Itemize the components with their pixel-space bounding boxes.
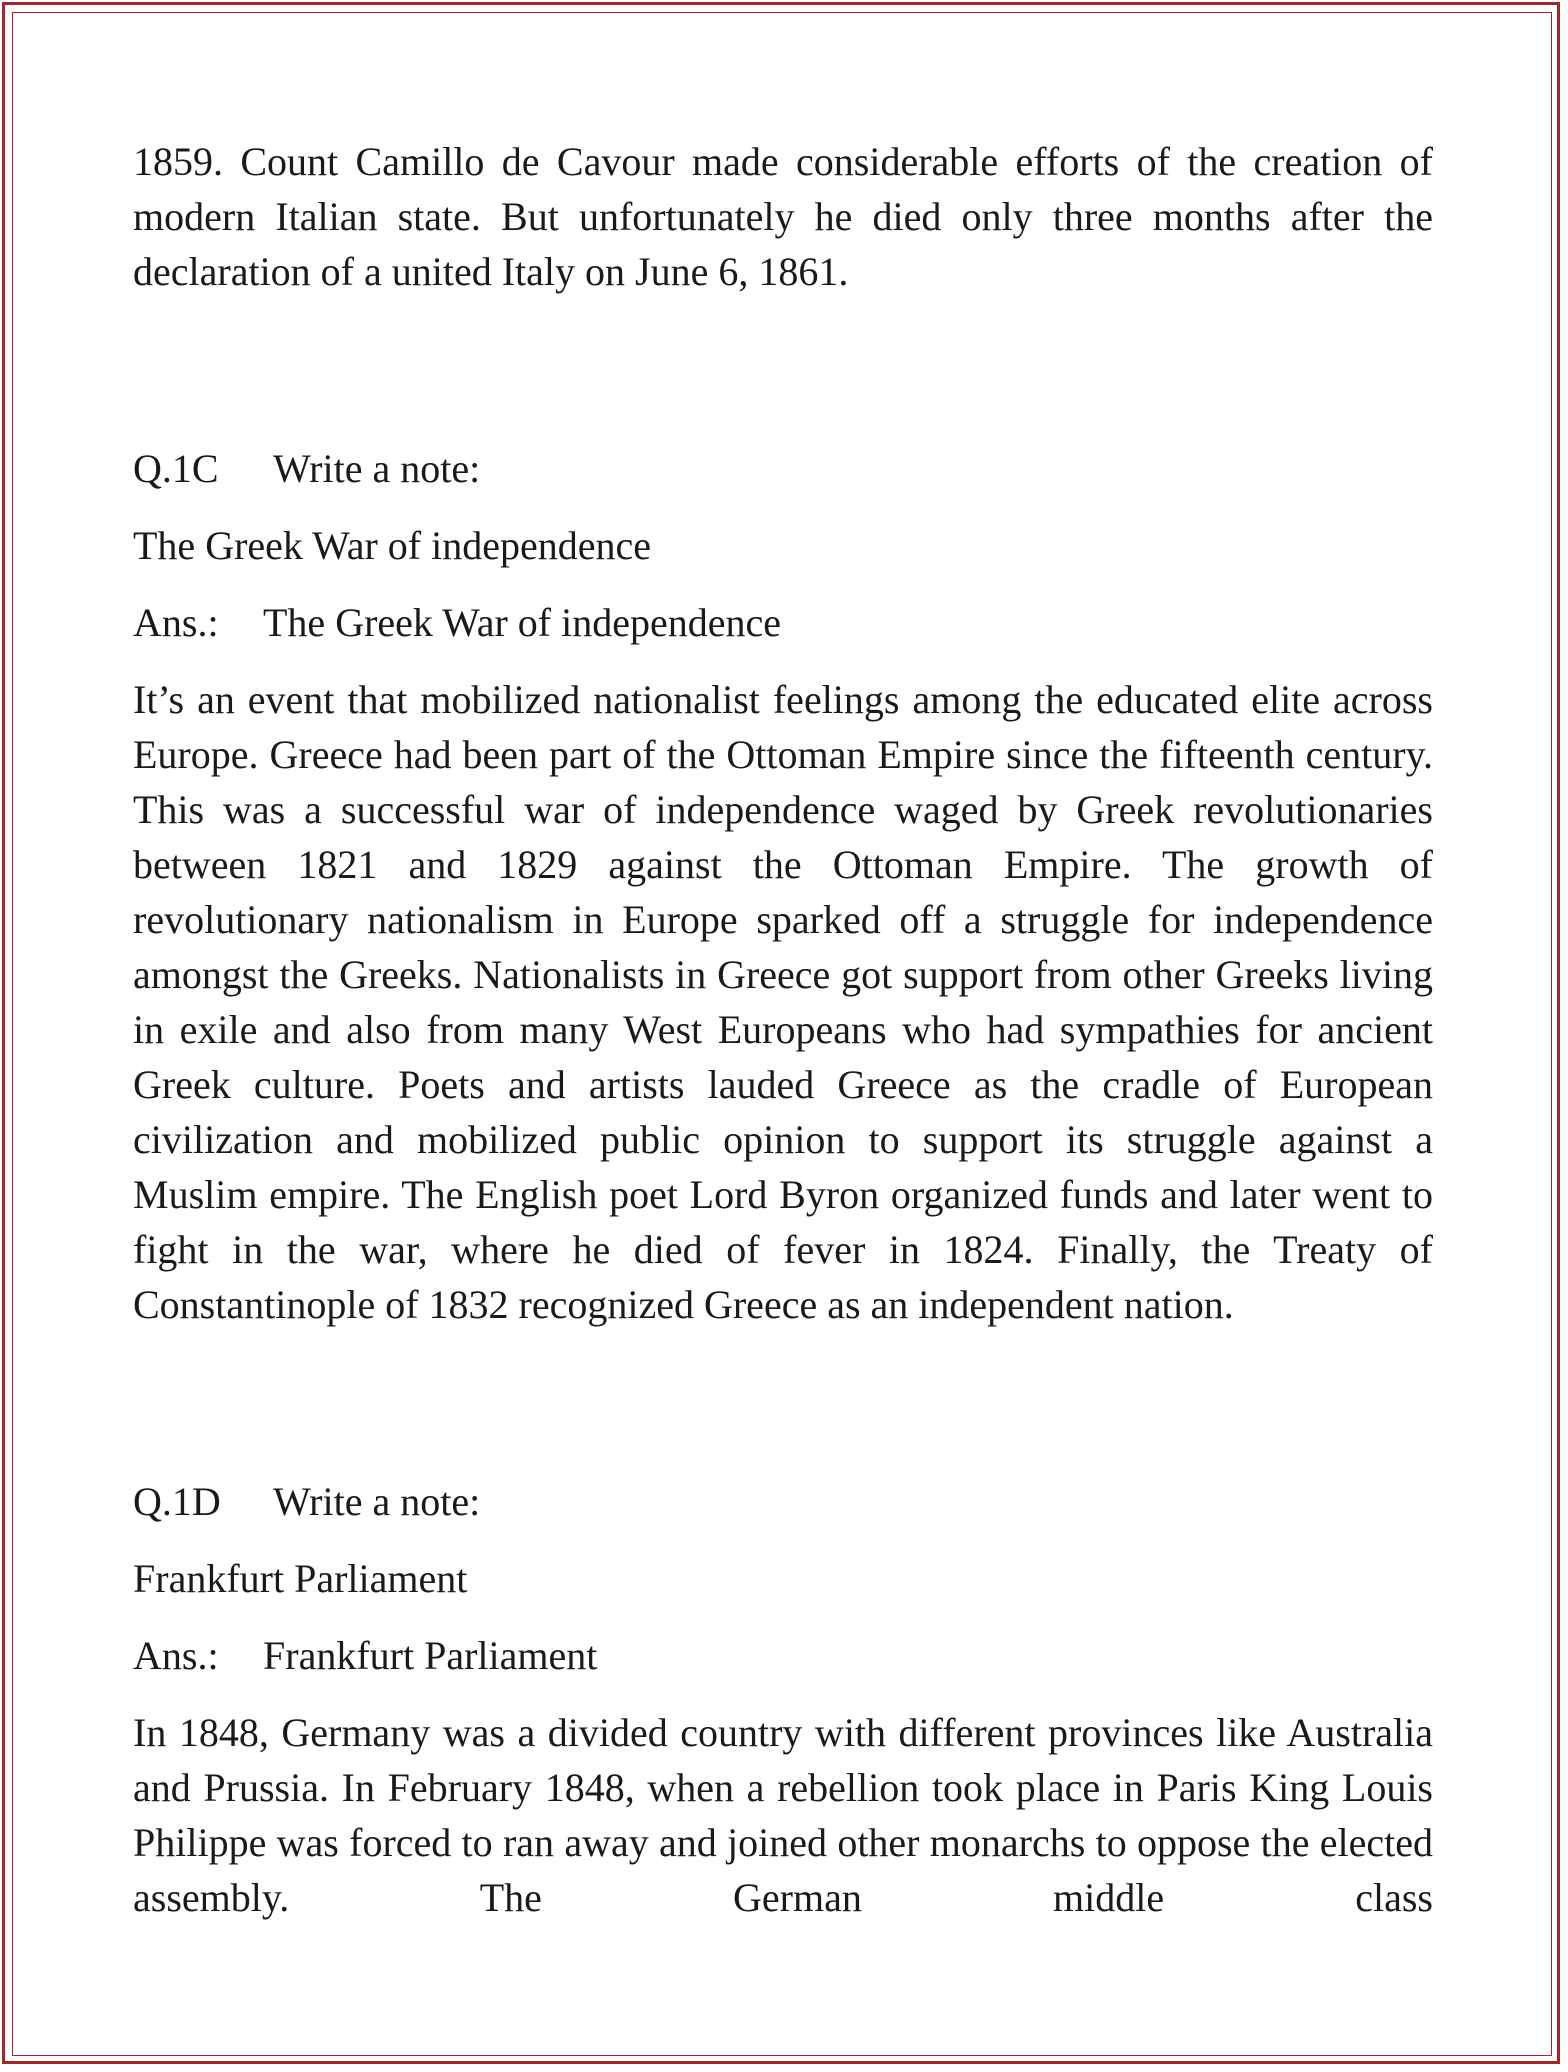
question-number: Q.1C	[133, 446, 219, 491]
answer-heading	[133, 1628, 1433, 1683]
answer-body: It’s an event that mobilized nationalist feelings among the educated elite across Europe. Greece had been part of the Ottoman Empire since the fifteenth century. This was a successful war of independence waged by Greek revolutionaries between 1821 and 1829 against the Ottoman Empire. The growth of revolutionary nationalism in Europe sparked off a struggle for independence amongst the Greeks. Nationalists in Greece got support from other Greeks living in exile and also from many West Europeans who had sympathies for ancient Greek culture. Poets and artists lauded Greece as the cradle of European civilization and mobilized public opinion to support its struggle against a Muslim empire. The English poet Lord Byron organized funds and later went to fight in the war, where he died of fever in 1824. Finally, the Treaty of Constantinople of 1832 recognized Greece as an independent nation.	[133, 677, 1433, 1327]
answer-heading	[133, 595, 1433, 650]
question-topic: The Greek War of independence	[133, 523, 652, 568]
question-line	[133, 441, 1433, 496]
answer-label: Ans.:	[133, 1633, 219, 1678]
answer-title: Frankfurt Parliament	[263, 1633, 598, 1678]
question-text: Write a note:	[273, 1479, 481, 1524]
question-text: Write a note:	[273, 446, 481, 491]
document-body	[133, 134, 1433, 1925]
question-line	[133, 1474, 1433, 1529]
intro-paragraph: 1859. Count Camillo de Cavour made considerable efforts of the creation of modern Italian state. But unfortunately he died only three months after the declaration of a united Italy on June 6, 1861.	[133, 139, 1433, 294]
question-topic: Frankfurt Parliament	[133, 1556, 468, 1601]
question-number: Q.1D	[133, 1479, 221, 1524]
answer-label: Ans.:	[133, 600, 219, 645]
answer-body: In 1848, Germany was a divided country with different provinces like Australia and Prussia. In February 1848, when a rebellion took place in Paris King Louis Philippe was forced to ran away and joined other monarchs to oppose the elected assembly. The German middle class	[133, 1710, 1433, 1920]
section-q1c	[133, 441, 1433, 1332]
answer-title: The Greek War of independence	[263, 600, 782, 645]
section-q1d	[133, 1474, 1433, 1925]
